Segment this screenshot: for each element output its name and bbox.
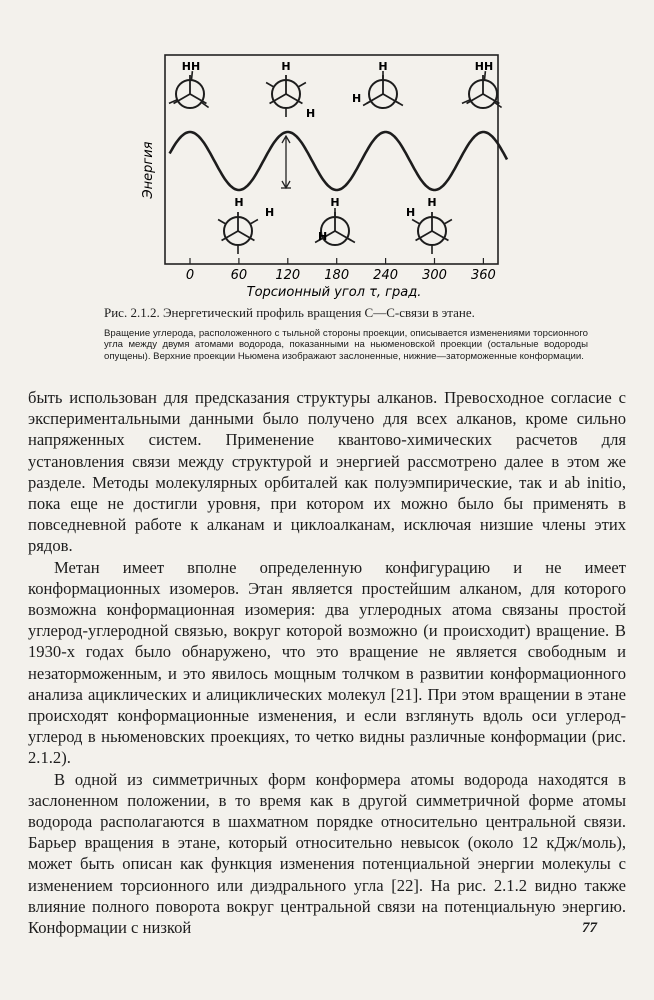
- hydrogen-label: H: [352, 92, 362, 105]
- hydrogen-label: H: [306, 107, 316, 120]
- newman-projection-60deg: [218, 196, 258, 254]
- data-point: [385, 131, 387, 133]
- newman-projection-120deg: [266, 60, 306, 117]
- newman-projection-360deg: [462, 60, 502, 108]
- page-number: 77: [582, 920, 597, 936]
- paragraph-3: В одной из симметричных форм конформера атомы водорода находятся в заслоненном положении, в то время как в другой симметричной форме атомы водорода располагаются в шахматном порядке относительно центральной связи. Барьер вращения в этане, который относительно невысок (около 12 кДж/моль), может быть описан как функция изменения потенциальной энергии молекулы с изменением торсионного или диэдрального угла [22]. На рис. 2.1.2 видно также влияние полного поворота вокруг центральной связи на потенциальную энергию. Конформации с низкой: [28, 769, 626, 938]
- figure-legend: Вращение углерода, расположенного с тыльной стороны проекции, описывается изменениями торсионного угла между двумя атомами водорода, показанными на ньюменовской проекции (остальные водороды опущены). Верхние проекции Ньюмена изображают заслоненные, нижние—заторможенные конформации.: [104, 328, 588, 362]
- newman-projection-0deg: [169, 60, 209, 108]
- figure: [0, 0, 654, 300]
- hydrogen-label: H: [330, 196, 340, 209]
- paragraph-2: Метан имеет вполне определенную конфигурацию и не имеет конформационных изомеров. Этан является простейшим алканом, для которого возможна конформационная изомерия: два углеродных атома связаны простой углерод-углеродной связью, вокруг которой возможно (и происходит) вращение. В 1930-х годах было обнаружено, что это вращение не является свободным и незаторможенным, и это явилось мощным толчком в развитии конформационного анализа ациклических и алициклических молекул [21]. При этом вращении в этане происходят конформационные изменения, и если взглянуть вдоль оси углерод-углерод в ньюменовских проекциях, то четко видны различные конформации (рис. 2.1.2).: [28, 557, 626, 768]
- hydrogen-label: HH: [181, 60, 201, 73]
- x-tick-label: 0: [185, 268, 195, 283]
- figure-caption: Рис. 2.1.2. Энергетический профиль вращения C—C-связи в этане.: [104, 305, 475, 320]
- x-tick-label: 240: [373, 268, 399, 283]
- hydrogen-label: H: [378, 60, 388, 73]
- x-tick-label: 360: [470, 268, 496, 283]
- y-axis-label: Энергия: [141, 141, 156, 199]
- x-tick-label: 300: [422, 268, 447, 283]
- data-point: [434, 189, 436, 191]
- energy-curve: [170, 132, 507, 190]
- hydrogen-label: H: [318, 230, 328, 243]
- data-point: [189, 131, 191, 133]
- hydrogen-label: H: [234, 196, 244, 209]
- hydrogen-label: H: [406, 206, 416, 219]
- body-text: [28, 387, 626, 938]
- x-axis-label: Торсионный угол τ, град.: [246, 285, 422, 300]
- hydrogen-label: H: [265, 206, 275, 219]
- paragraph-1: быть использован для предсказания структуры алканов. Превосходное согласие с экспериментальными данными было получено для всех алканов, кроме сильно напряженных систем. Применение квантово-химических расчетов для установления связи между структурой и энергией рассмотрено далее в этом же разделе. Методы молекулярных орбиталей как полуэмпирические, так и ab initio, пока еще не достигли уровня, при котором их можно было бы применять в повседневной работе к алканам и циклоалканам, исключая низшие члены этих рядов.: [28, 388, 626, 556]
- newman-projection-240deg: [363, 60, 403, 108]
- x-tick-label: 60: [230, 268, 248, 283]
- x-tick-label: 180: [324, 268, 350, 283]
- energy-profile-chart: [0, 0, 654, 300]
- data-point: [238, 189, 240, 191]
- hydrogen-label: HH: [474, 60, 494, 73]
- barrier-arrow: [281, 136, 291, 188]
- data-point: [336, 189, 338, 191]
- data-point: [483, 131, 485, 133]
- hydrogen-label: H: [427, 196, 437, 209]
- data-point: [287, 131, 289, 133]
- hydrogen-label: H: [281, 60, 291, 73]
- x-tick-label: 120: [275, 268, 301, 283]
- newman-projection-300deg: [412, 196, 452, 254]
